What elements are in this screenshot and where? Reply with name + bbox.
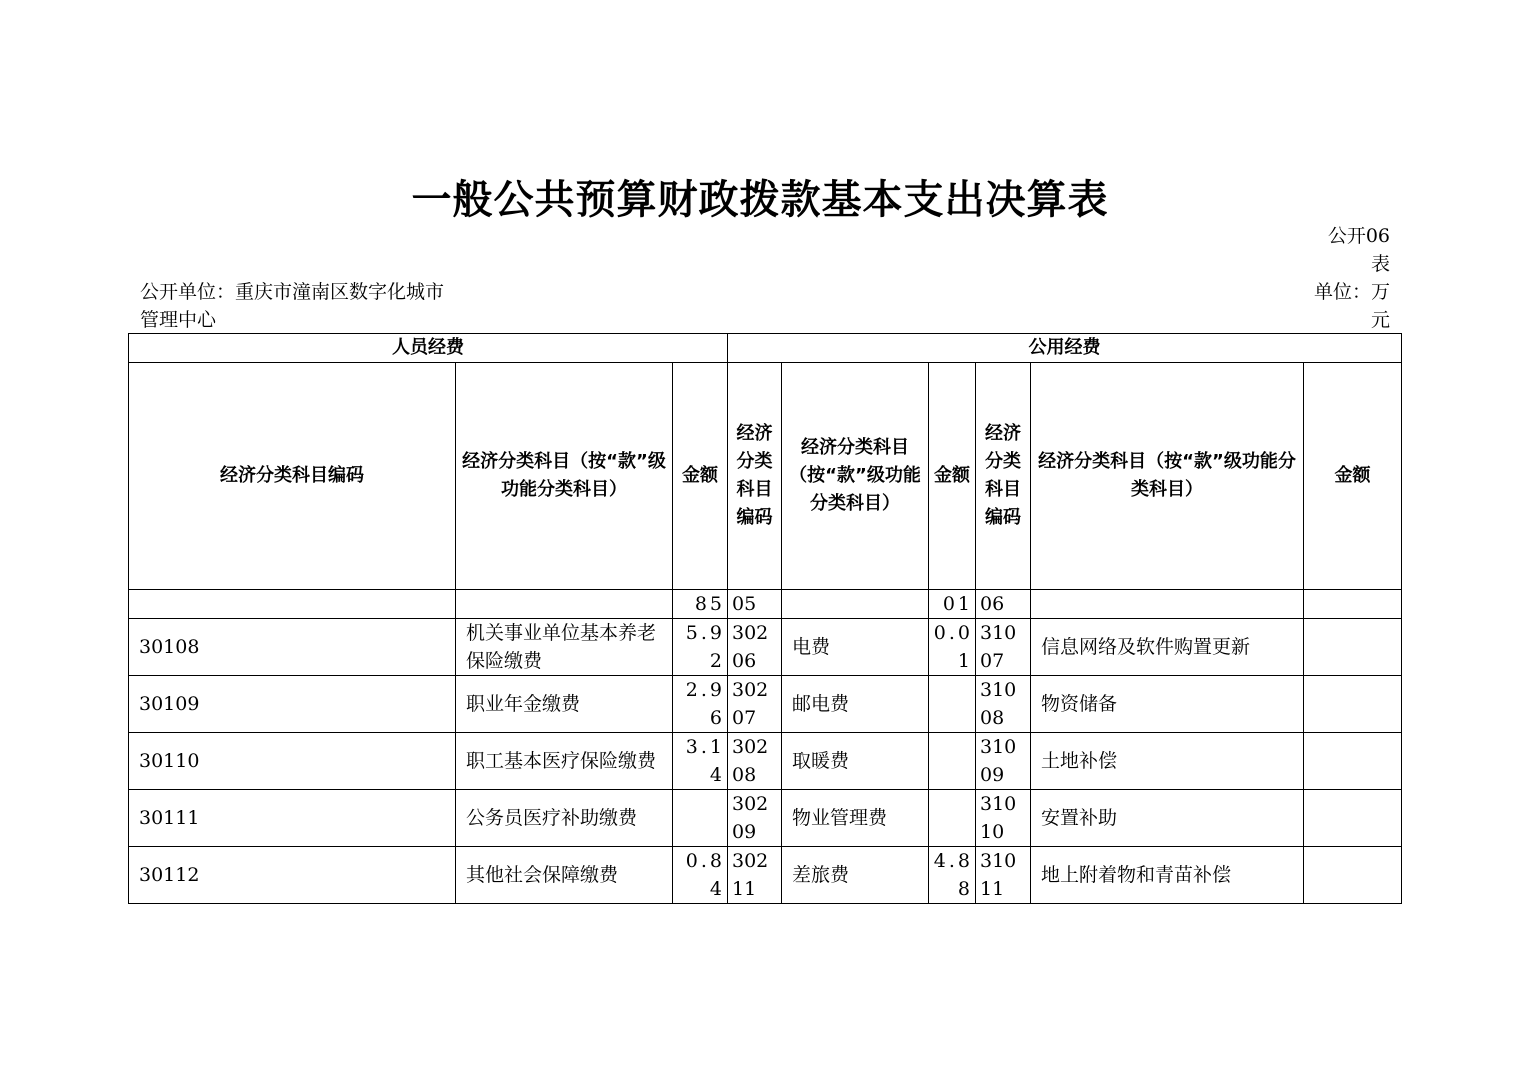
col-header-u1-code: 经济分类科目编码	[728, 363, 782, 590]
p-code-cell	[129, 590, 456, 619]
p-code-cell: 30109	[129, 676, 456, 733]
u2-code-cell: 31008	[976, 676, 1031, 733]
expenditure-table	[128, 333, 1402, 904]
u1-name-cell: 邮电费	[782, 676, 929, 733]
u2-amount-cell	[1304, 590, 1402, 619]
u1-code-cell: 30211	[728, 847, 782, 904]
u2-name-cell: 信息网络及软件购置更新	[1031, 619, 1304, 676]
u1-code-cell: 30207	[728, 676, 782, 733]
u1-name-cell: 差旅费	[782, 847, 929, 904]
u2-amount-cell	[1304, 619, 1402, 676]
u1-amount-cell	[929, 790, 976, 847]
u2-name-cell: 土地补偿	[1031, 733, 1304, 790]
u1-name-cell	[782, 590, 929, 619]
p-name-cell: 机关事业单位基本养老保险缴费	[456, 619, 673, 676]
table-row	[129, 619, 1402, 676]
col-header-p-amount: 金额	[673, 363, 728, 590]
u1-amount-cell	[929, 733, 976, 790]
p-name-cell: 职业年金缴费	[456, 676, 673, 733]
u1-amount-cell: 01	[929, 590, 976, 619]
col-header-p-code: 经济分类科目编码	[129, 363, 456, 590]
p-name-cell: 其他社会保障缴费	[456, 847, 673, 904]
group-header-personnel: 人员经费	[129, 334, 728, 363]
page-title: 一般公共预算财政拨款基本支出决算表	[411, 176, 1109, 223]
table-row	[129, 733, 1402, 790]
col-header-p-name: 经济分类科目（按“款”级功能分类科目）	[456, 363, 673, 590]
u1-name-cell: 物业管理费	[782, 790, 929, 847]
p-amount-cell: 2.96	[673, 676, 728, 733]
table-row	[129, 847, 1402, 904]
p-code-cell: 30112	[129, 847, 456, 904]
p-amount-cell: 3.14	[673, 733, 728, 790]
group-header-public: 公用经费	[728, 334, 1402, 363]
u2-name-cell: 安置补助	[1031, 790, 1304, 847]
u2-amount-cell	[1304, 790, 1402, 847]
u1-code-cell: 30209	[728, 790, 782, 847]
u1-name-cell: 电费	[782, 619, 929, 676]
u2-amount-cell	[1304, 847, 1402, 904]
p-name-cell: 职工基本医疗保险缴费	[456, 733, 673, 790]
u2-code-cell: 31007	[976, 619, 1031, 676]
col-header-u1-name: 经济分类科目（按“款”级功能分类科目）	[782, 363, 929, 590]
u2-name-cell: 物资储备	[1031, 676, 1304, 733]
unit-label: 单位：万元	[1313, 281, 1390, 331]
u2-amount-cell	[1304, 733, 1402, 790]
p-name-cell	[456, 590, 673, 619]
col-header-u2-amount: 金额	[1304, 363, 1402, 590]
u1-code-cell: 05	[728, 590, 782, 619]
form-number: 公开06表	[1327, 225, 1390, 275]
u2-amount-cell	[1304, 676, 1402, 733]
u2-name-cell	[1031, 590, 1304, 619]
table-row	[129, 590, 1402, 619]
u2-name-cell: 地上附着物和青苗补偿	[1031, 847, 1304, 904]
col-header-u1-amount: 金额	[929, 363, 976, 590]
p-amount-cell	[673, 790, 728, 847]
p-code-cell: 30108	[129, 619, 456, 676]
table-row	[129, 790, 1402, 847]
u1-amount-cell: 0.01	[929, 619, 976, 676]
organization-label: 公开单位：重庆市潼南区数字化城市管理中心	[140, 281, 445, 331]
u1-amount-cell	[929, 676, 976, 733]
p-amount-cell: 0.84	[673, 847, 728, 904]
p-code-cell: 30111	[129, 790, 456, 847]
p-amount-cell: 5.92	[673, 619, 728, 676]
p-code-cell: 30110	[129, 733, 456, 790]
col-header-u2-code: 经济分类科目编码	[976, 363, 1031, 590]
u1-name-cell: 取暖费	[782, 733, 929, 790]
col-header-u2-name: 经济分类科目（按“款”级功能分类科目）	[1031, 363, 1304, 590]
table-row	[129, 676, 1402, 733]
u2-code-cell: 31009	[976, 733, 1031, 790]
u1-code-cell: 30206	[728, 619, 782, 676]
u1-amount-cell: 4.88	[929, 847, 976, 904]
u2-code-cell: 31010	[976, 790, 1031, 847]
p-name-cell: 公务员医疗补助缴费	[456, 790, 673, 847]
u2-code-cell: 31011	[976, 847, 1031, 904]
u1-code-cell: 30208	[728, 733, 782, 790]
p-amount-cell: 85	[673, 590, 728, 619]
u2-code-cell: 06	[976, 590, 1031, 619]
